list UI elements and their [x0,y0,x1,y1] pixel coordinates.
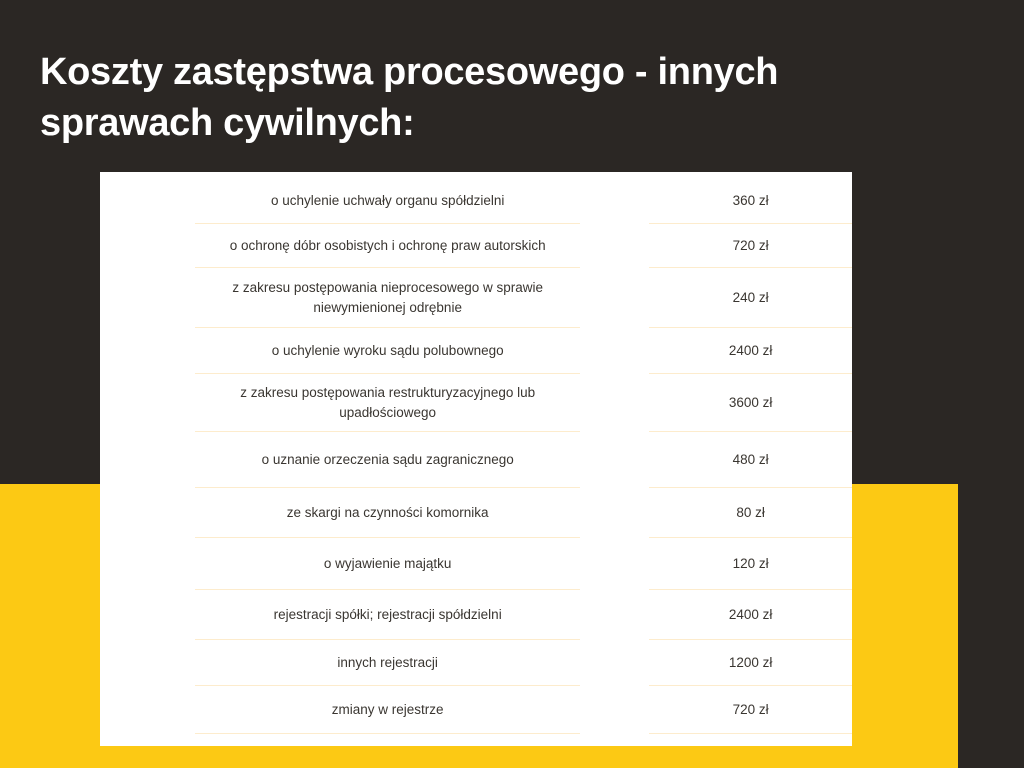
fee-value: 80 zł [649,488,852,538]
fee-value: 2400 zł [649,328,852,374]
fee-label: o ochronę dóbr osobistych i ochronę praw autorskich [195,224,580,268]
table-row [100,328,852,374]
fee-label: innych rejestracji [195,640,580,686]
fee-label: z zakresu postępowania restrukturyzacyjnego lub upadłościowego [195,374,580,432]
fee-label: rejestracji spółki; rejestracji spółdzielni [195,590,580,640]
fee-value: 240 zł [649,268,852,328]
fee-value: 360 zł [649,178,852,224]
fee-value: 120 zł [649,538,852,590]
content-card [100,172,852,746]
table-row [100,432,852,488]
table-row [100,590,852,640]
page-title: Koszty zastępstwa procesowego - innych sprawach cywilnych: [40,51,779,144]
table-row [100,178,852,224]
fee-label: zmiany w rejestrze [195,686,580,734]
table-row [100,374,852,432]
fee-value: 1200 zł [649,640,852,686]
table-row [100,224,852,268]
table-row [100,686,852,734]
table-row [100,734,852,768]
table-row [100,538,852,590]
table-row [100,640,852,686]
fee-label: o uchylenie uchwały organu spółdzielni [195,178,580,224]
table-row [100,488,852,538]
fee-label: o uchylenie wyroku sądu polubownego [195,328,580,374]
fee-label: o wyjawienie majątku [195,538,580,590]
fee-label: ze skargi na czynności komornika [195,488,580,538]
fee-value: 480 zł [649,432,852,488]
fee-value: 720 zł [649,686,852,734]
fee-label: z zakresu postępowania nieprocesowego w sprawie niewymienionej odrębnie [195,268,580,328]
fee-label: o uznanie orzeczenia sądu zagranicznego [195,432,580,488]
table-row [100,268,852,328]
right-dark-band [958,0,1024,768]
fee-label [195,734,580,768]
fee-value: 2400 zł [649,590,852,640]
fee-value: 720 zł [649,224,852,268]
fees-table [100,172,852,746]
fee-value: 3600 zł [649,374,852,432]
fee-value [649,734,852,768]
